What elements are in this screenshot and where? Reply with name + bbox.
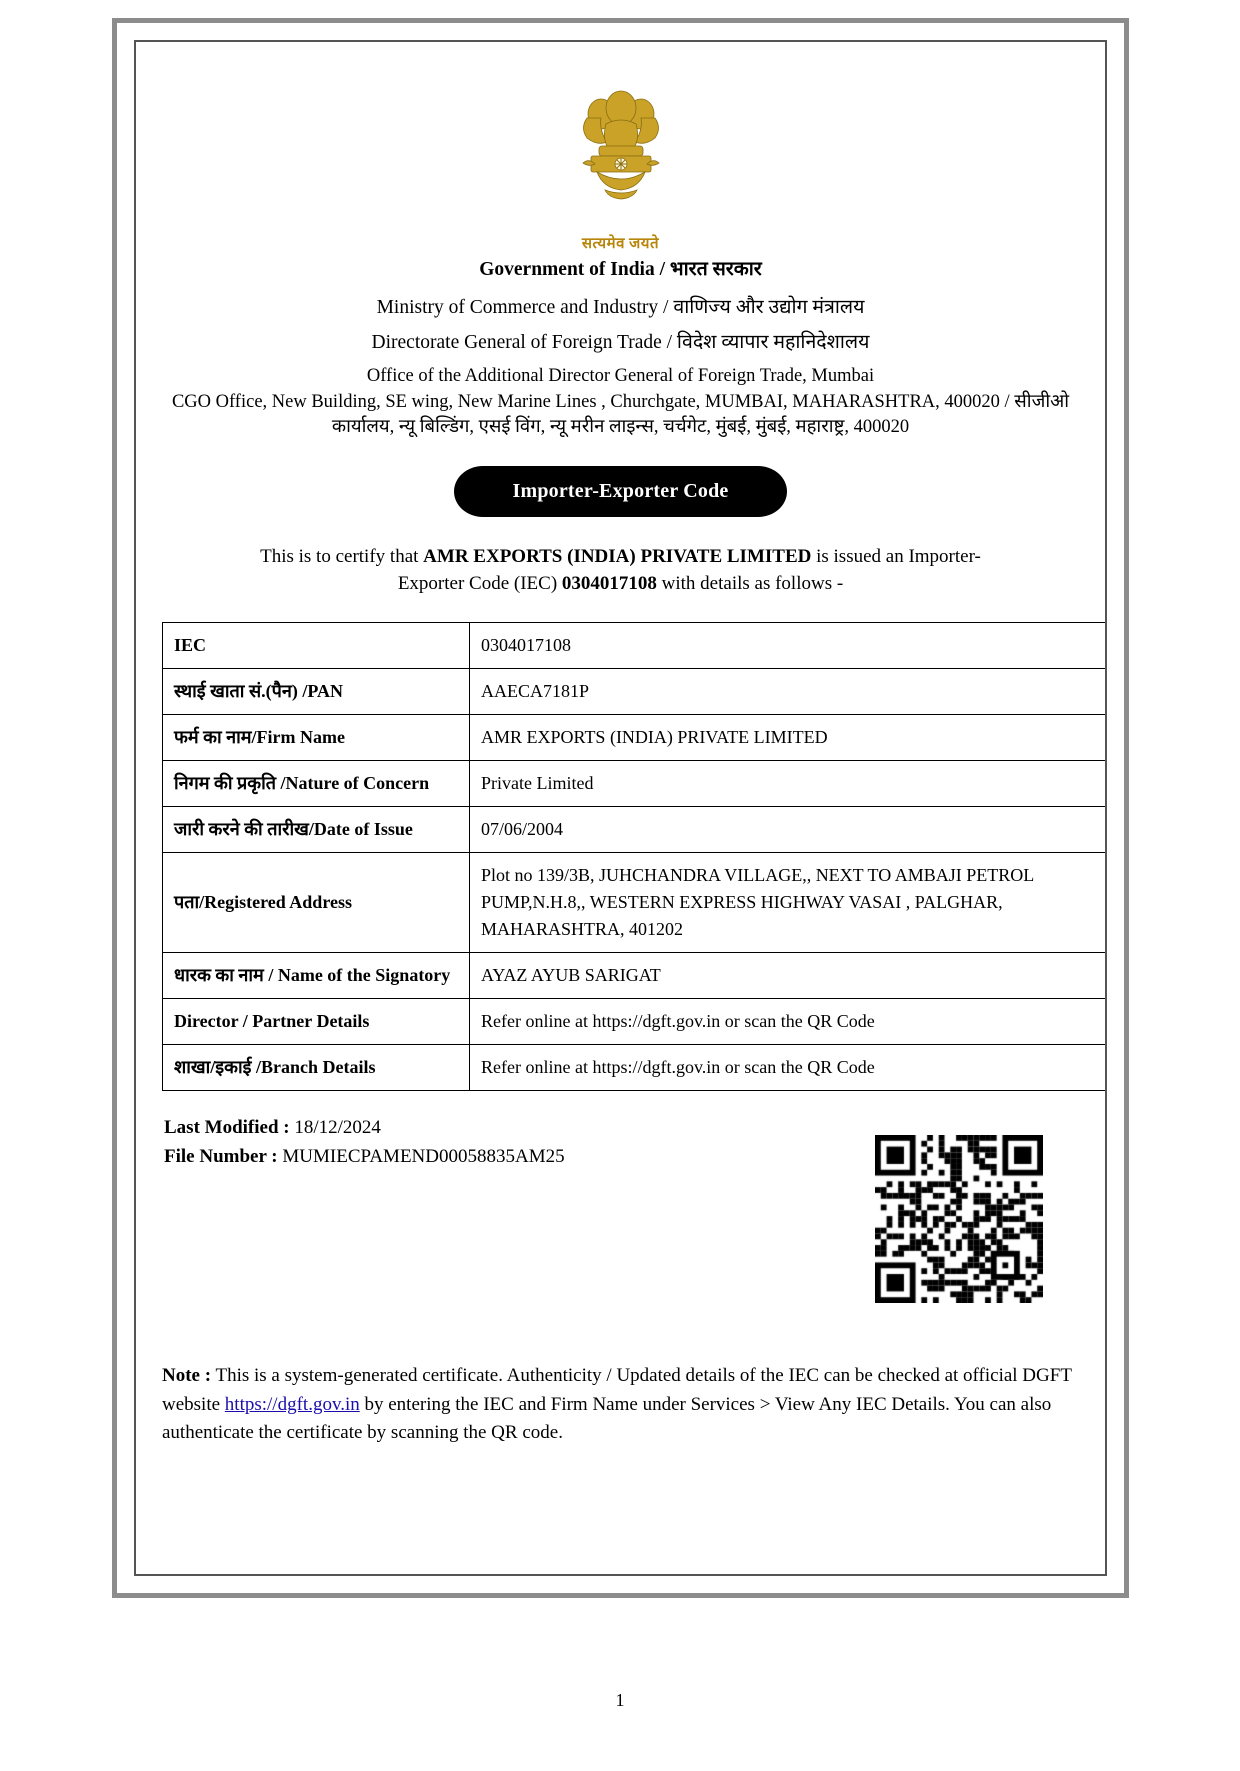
qr-code-icon	[875, 1135, 1043, 1303]
row-label-iec: IEC	[163, 622, 470, 668]
last-modified-label: Last Modified :	[164, 1116, 290, 1138]
table-row	[163, 1044, 1106, 1090]
table-row	[163, 998, 1106, 1044]
emblem-container	[162, 84, 1079, 253]
certificate-content	[136, 42, 1105, 1172]
qr-code-canvas	[875, 1135, 1043, 1303]
certificate-inner-frame	[134, 40, 1107, 1576]
note-text-part1: This is a system-generated certificate. Authenticity / Updated details of the IEC can be checked at official DGFT website	[162, 1365, 1072, 1415]
header-line-directorate: Directorate General of Foreign Trade / विदेश व्यापार महानिदेशालय	[371, 332, 870, 354]
dgft-website-link[interactable]: https://dgft.gov.in	[224, 1393, 360, 1415]
row-label-nature-of-concern: निगम की प्रकृति /Nature of Concern	[163, 760, 470, 806]
row-label-branch-details: शाखा/इकाई /Branch Details	[163, 1044, 470, 1090]
row-value-director-partner-details: Refer online at https://dgft.gov.in or scan the QR Code	[470, 998, 1106, 1044]
national-emblem-icon	[561, 84, 681, 234]
row-value-branch-details: Refer online at https://dgft.gov.in or scan the QR Code	[470, 1044, 1106, 1090]
row-label-pan: स्थाई खाता सं.(पैन) /PAN	[163, 668, 470, 714]
header-line-government: Government of India / भारत सरकार	[479, 259, 762, 280]
certify-iec: 0304017108	[561, 573, 657, 595]
certify-middle: is issued an Importer-Exporter Code (IEC)	[397, 545, 981, 595]
row-value-date-of-issue: 07/06/2004	[470, 806, 1106, 852]
row-value-pan: AAECA7181P	[470, 668, 1106, 714]
row-label-firm-name: फर्म का नाम/Firm Name	[163, 714, 470, 760]
header-line-office: Office of the Additional Director General of Foreign Trade, Mumbai	[366, 366, 875, 387]
file-number-label: File Number :	[164, 1146, 278, 1168]
table-row	[163, 806, 1106, 852]
file-number-value: MUMIECPAMEND00058835AM25	[277, 1146, 565, 1168]
row-label-registered-address: पता/Registered Address	[163, 852, 470, 952]
note-section	[162, 1362, 1079, 1448]
certificate-outer-frame	[112, 18, 1129, 1598]
document-header	[162, 257, 1079, 440]
note-label: Note :	[162, 1365, 212, 1386]
header-line-ministry: Ministry of Commerce and Industry / वाणिज्य और उद्योग मंत्रालय	[376, 296, 865, 318]
last-modified-value: 18/12/2024	[289, 1116, 381, 1138]
table-row	[163, 952, 1106, 998]
badge-container	[162, 466, 1079, 517]
row-value-signatory: AYAZ AYUB SARIGAT	[470, 952, 1106, 998]
iec-details-table	[162, 622, 1106, 1091]
table-row	[163, 760, 1106, 806]
row-value-registered-address: Plot no 139/3B, JUHCHANDRA VILLAGE,, NEXT TO AMBAJI PETROL PUMP,N.H.8,, WESTERN EXPRESS HIGHWAY VASAI , PALGHAR, MAHARASHTRA, 401202	[470, 852, 1106, 952]
emblem-motto: सत्यमेव जयते	[581, 236, 660, 252]
certification-statement	[162, 543, 1079, 598]
row-label-director-partner-details: Director / Partner Details	[163, 998, 470, 1044]
table-row	[163, 668, 1106, 714]
row-label-date-of-issue: जारी करने की तारीख/Date of Issue	[163, 806, 470, 852]
page-number: 1	[615, 1690, 625, 1710]
row-label-signatory: धारक का नाम / Name of the Signatory	[163, 952, 470, 998]
row-value-firm-name: AMR EXPORTS (INDIA) PRIVATE LIMITED	[470, 714, 1106, 760]
row-value-nature-of-concern: Private Limited	[470, 760, 1106, 806]
table-row	[163, 714, 1106, 760]
table-row	[163, 852, 1106, 952]
iec-title-badge: Importer-Exporter Code	[454, 466, 786, 517]
certify-prefix: This is to certify that	[260, 545, 424, 567]
certify-suffix: with details as follows -	[656, 573, 844, 595]
certify-firm-name: AMR EXPORTS (INDIA) PRIVATE LIMITED	[423, 545, 812, 567]
header-line-address: CGO Office, New Building, SE wing, New Marine Lines , Churchgate, MUMBAI, MAHARASHTRA, 400020 / सीजीओ कार्यालय, न्यू बिल्डिंग, एसई विंग, न्यू मरीन लाइन्स, चर्चगेट, मुंबई, मुंबई, महाराष्ट्र, 400020	[171, 391, 1070, 437]
note-text-part2: by entering the IEC and Firm Name under Services > View Any IEC Details. You can also authenticate the certificate by scanning the QR code.	[162, 1393, 1052, 1443]
row-value-iec: 0304017108	[470, 622, 1106, 668]
table-row	[163, 622, 1106, 668]
